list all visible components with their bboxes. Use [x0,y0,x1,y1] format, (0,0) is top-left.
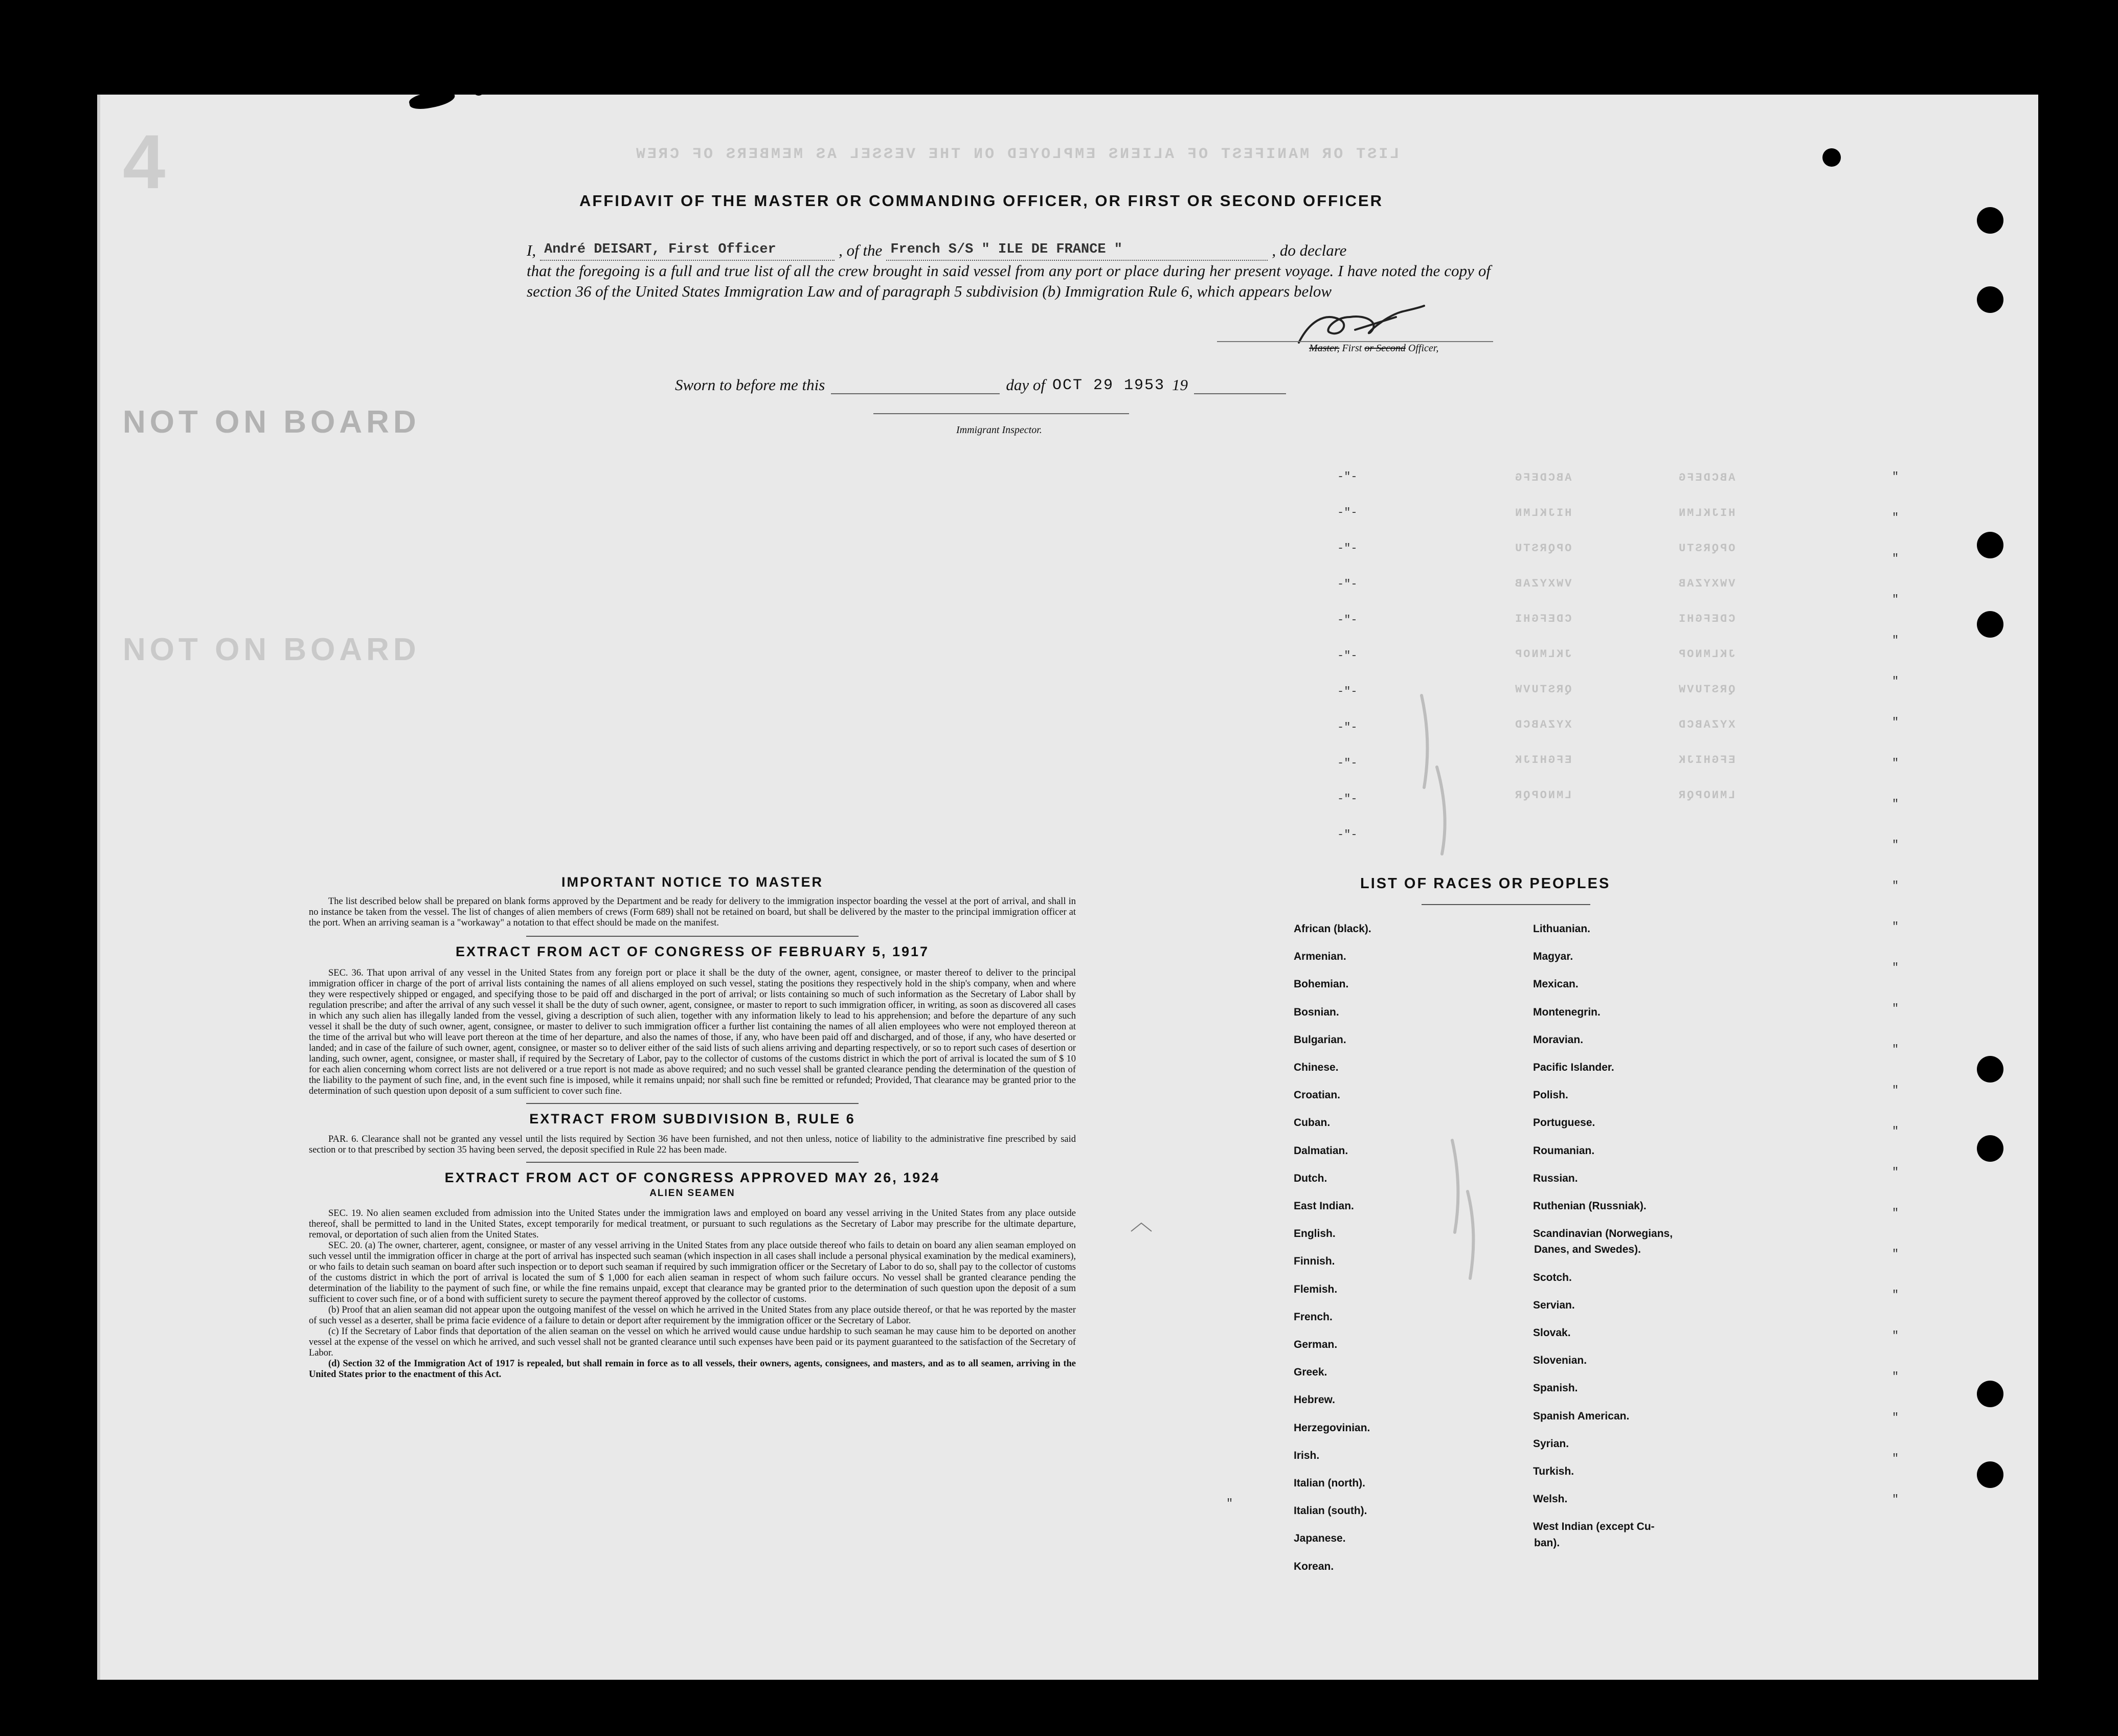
race-item-left: French. [1294,1311,1333,1323]
race-item-left: Armenian. [1294,951,1346,963]
race-item-left: Croatian. [1294,1089,1341,1101]
sec20b-text: (b) Proof that an alien seaman did not appear upon the outgoing manifest of the vessel on which he arrived in the United States from any place outside thereof, or that he was reported by the master of such vessel as a deserter, shall be prima facie evidence of a failure to detain or deport after requirement by the immigration officer or the Secretary of Labor. [309,1305,1076,1326]
extract-rule6-title: EXTRACT FROM SUBDIVISION B, RULE 6 [529,1111,855,1126]
date-stamp: OCT 29 1953 [1052,377,1165,394]
notice-rule [526,936,859,937]
race-item-left: Hebrew. [1294,1394,1335,1406]
race-item-right: West Indian (except Cu- [1533,1521,1655,1533]
day-of-label: day of [1006,376,1045,394]
extract-rule6-text: PAR. 6. Clearance shall not be granted any vessel until the lists required by Section 36 have been furnished, and not then unless, notice of liability to the administrative fine prescribed by said section or to that prescribed by section 35 having been served, the deposit specified in Rule 22 has been made. [309,1134,1076,1155]
race-item-left: Flemish. [1294,1283,1338,1295]
affidavit-prefix: I, [527,241,536,259]
race-item-right: Danes, and Swedes). [1534,1244,1641,1256]
handwritten-checks [1401,680,1503,1498]
signature-caption: Master, First or Second Officer, [1309,343,1439,354]
important-notice-title: IMPORTANT NOTICE TO MASTER [561,874,823,890]
race-item-right: Magyar. [1533,951,1573,963]
extract-1924-title: EXTRACT FROM ACT OF CONGRESS APPROVED MAY 26, 1924 [444,1170,940,1185]
do-declare-label: , do declare [1272,241,1347,259]
ink-blot [473,84,484,96]
race-item-right: ban). [1534,1537,1560,1549]
punch-hole [1977,286,2003,313]
race-item-left: Italian (north). [1294,1477,1365,1489]
important-notice-text: The list described below shall be prepared on blank forms approved by the Department and be ready for delivery to the immigration inspector boarding the vessel at the port of arrival, and shall in no instance be taken from the vessel. The list of changes of alien members of crews (Form 689) shall not be retained on board, but shall be delivered by the master to the principal immigration officer at the port. When an arriving seaman is a "workaway" a notation to that effect should be made on the manifest. [309,896,1076,928]
race-item-right: Ruthenian (Russniak). [1533,1200,1647,1212]
race-item-left: Herzegovinian. [1294,1422,1370,1434]
sec19-text: SEC. 19. No alien seamen excluded from admission into the United States under the immigration laws and employed on board any vessel arriving in the United States from any place outside thereof, shall be permitted to land in the United States, except temporarily for medical treatment, or pursuant to such regulations as the Secretary of Labor may prescribe for the ultimate departure, removal, or deportation of such alien from the United States. [309,1208,1076,1240]
bleed-column: ABCDEFG HIJKLMN OPQRSTU VWXYZAB CDEFGHI JKLMNOP QRSTUVW XYZABCD EFGHIJK LMNOPQR [1677,471,1736,802]
affidavit-text: that the foregoing is a full and true list of all the crew brought in said vessel from any port or place during her present voyage. I have noted the copy of section 36 of the United States Immigration Law and of paragraph 5 subdivision (b) Immigration Rule 6, which appears below [527,262,1491,300]
affidavit-title: AFFIDAVIT OF THE MASTER OR COMMANDING OFFICER, OR FIRST OR SECOND OFFICER [579,192,1384,210]
race-item-left: Japanese. [1294,1532,1346,1545]
header-bleed: LIST OR MANIFEST OF ALIENS EMPLOYED ON THE VESSEL AS MEMBERS OF CREW [634,146,1400,163]
race-item-right: Pacific Islander. [1533,1062,1614,1073]
punch-hole [1977,532,2003,558]
race-item-right: Scotch. [1533,1271,1572,1283]
race-item-left: German. [1294,1339,1338,1350]
race-item-left: African (black). [1294,923,1371,935]
vessel-name-field: French S/S " ILE DE FRANCE " [886,239,1268,261]
race-item-left: Dutch. [1294,1172,1327,1184]
race-item-left: Finnish. [1294,1255,1335,1268]
race-item-right: Moravian. [1533,1033,1584,1046]
race-item-right: Roumanian. [1533,1144,1595,1157]
race-item-left: Chinese. [1294,1062,1339,1073]
punch-hole [1977,207,2003,234]
race-item-left: Bohemian. [1294,978,1349,990]
race-item-left: Italian (south). [1294,1505,1367,1517]
race-item-right: Turkish. [1533,1466,1574,1477]
punch-hole [1977,1461,2003,1488]
race-item-right: Mexican. [1533,978,1579,990]
punch-hole [1977,1381,2003,1407]
inspector-line [873,413,1129,414]
punch-hole [1977,611,2003,638]
of-the-label: , of the [839,241,883,259]
race-item-right: Slovak. [1533,1327,1571,1339]
race-item-right: Scandinavian (Norwegians, [1533,1228,1673,1240]
sworn-label: Sworn to before me this [675,376,825,394]
extract-1917-text: SEC. 36. That upon arrival of any vessel in the United States from any foreign port or place it shall be the duty of the owner, agent, consignee, or master thereof to deliver to the principal immigration officer in charge of the port of arrival lists containing the names of all aliens employed on such vessel, stating the positions they respectively hold in the ship's company, when and where they were respectively shipped or engaged, and specifying those to be paid off and discharged in the port of arrival; or lists containing so much of such information as the Secretary of Labor shall by regulation prescribe; and after the arrival of any such vessel it shall be the duty of such owner, agent, consignee, or master to report to such immigration officer, in writing, as soon as discovered all cases in which any such alien has illegally landed from the vessel, giving a description of such alien, together with any information likely to lead to his apprehension; and before the departure of any such vessel it shall be the duty of such owner, agent, consignee, or master to deliver to such immigration officer a further list containing the names of all alien employees who were not employed thereon at the time of the arrival but who will leave port thereon at the time of her departure, and also the names of those, if any, who have been paid off and discharged, and of those, if any, who have deserted or landed; and in case of the failure of such owner, agent, consignee, or master so to deliver either of the said lists of such aliens arriving and departing respectively, or so to report such cases of desertion or landing, such owner, agent, consignee, or master shall, if required by the Secretary of Labor, pay to the collector of customs of the customs district in which the port of arrival is located the sum of $ 10 for each alien concerning whom correct lists are not delivered or a true report is not made as above required; and no such vessel shall be granted clearance pending the determination of the question of the liability to the payment of such fine, and, in the event such fine is imposed, while it remains unpaid; nor shall such fine be remitted or refunded; Provided, That clearance may be granted prior to the determination of such question upon deposit of a sum sufficient to cover such fine. [309,968,1076,1096]
races-rule [1422,904,1590,905]
race-item-left: East Indian. [1294,1200,1354,1212]
race-item-right: Lithuanian. [1533,923,1590,935]
officer-name-field: André DEISART, First Officer [540,239,835,261]
race-item-right: Spanish. [1533,1382,1578,1394]
sec20a-text: SEC. 20. (a) The owner, charterer, agent, consignee, or master of any vessel arriving in the United States from any place outside thereof who fails to detain on board any alien seaman employed on such vessel until the immigration officer in charge at the port of arrival has inspected such seaman (which inspection in all cases shall include a personal physical examination by the medical examiners), or who fails to detain such seaman on board after such inspection or to deport such seaman if required by such immigration officer or the Secretary of Labor to do so, shall pay to the collector of customs of the customs district in which the port of arrival is located the sum of $ 1,000 for each alien seaman in respect of whom such failure occurs. No vessel shall be granted clearance pending the determination of the liability to the payment of such fine, or while the fine remains unpaid, except that clearance may be granted prior to the determination of such question upon the deposit of a sum sufficient to cover such fine, or of a bond with sufficient surety to secure the payment thereof approved by the collector of customs. [309,1241,1076,1304]
race-item-left: Greek. [1294,1366,1327,1379]
not-on-board-stamp: NOT ON BOARD [123,632,420,667]
race-item-right: Syrian. [1533,1437,1569,1450]
race-item-left: English. [1294,1228,1336,1240]
sworn-statement [675,376,1292,394]
race-item-right: Portuguese. [1533,1117,1595,1129]
races-title: LIST OF RACES OR PEOPLES [1360,875,1611,892]
affidavit-first-line [527,239,1491,261]
ink-blot [1822,148,1841,167]
important-notice-section [309,874,1076,1380]
year-label: 19 [1172,376,1188,394]
race-item-right: Russian. [1533,1172,1578,1184]
race-item-right: Welsh. [1533,1493,1568,1505]
extract-rule [526,1162,859,1163]
race-item-left: Dalmatian. [1294,1144,1348,1157]
race-item-left: Bosnian. [1294,1006,1339,1018]
race-item-right: Polish. [1533,1089,1568,1101]
race-item-right: Servian. [1533,1299,1575,1311]
race-item-left: Cuban. [1294,1117,1331,1129]
affidavit-body [527,239,1491,302]
punch-hole [1977,1056,2003,1083]
sec20c-text: (c) If the Secretary of Labor finds that deportation of the alien seaman on the vessel on which he arrived would cause undue hardship to such seaman he may cause him to be deported on another vessel at the expense of the vessel on which he arrived, and such vessel shall not be granted clearance until such expenses have been paid or its payment guaranteed to the satisfaction of the Secretary of Labor. [309,1326,1076,1358]
race-item-right: Slovenian. [1533,1355,1587,1367]
signature-line [1217,341,1493,342]
not-on-board-stamp: NOT ON BOARD [123,404,420,440]
bleed-column: ABCDEFG HIJKLMN OPQRSTU VWXYZAB CDEFGHI JKLMNOP QRSTUVW XYZABCD EFGHIJK LMNOPQR [1514,471,1572,802]
race-item-left: Bulgarian. [1294,1033,1346,1046]
extract-1917-title: EXTRACT FROM ACT OF CONGRESS OF FEBRUARY 5, 1917 [455,944,930,959]
inspector-caption: Immigrant Inspector. [956,424,1042,436]
race-item-right: Spanish American. [1533,1410,1630,1422]
punch-hole [1977,1135,2003,1162]
sec20d-text: (d) Section 32 of the Immigration Act of 1917 is repealed, but shall remain in force as to all vessels, their owners, agents, consignees, and masters, and as to all seamen, arriving in the United States prior to the enactment of this Act. [309,1359,1076,1380]
race-item-left: Korean. [1294,1560,1334,1572]
race-item-right: Montenegrin. [1533,1006,1601,1018]
day-blank [831,393,1000,394]
extract-rule [526,1103,859,1104]
alien-seamen-subtitle: ALIEN SEAMEN [649,1188,735,1199]
fold-mark [1130,1222,1153,1232]
year-blank [1194,393,1286,394]
margin-mark: 4 [123,119,169,205]
race-item-left: Irish. [1294,1449,1320,1461]
